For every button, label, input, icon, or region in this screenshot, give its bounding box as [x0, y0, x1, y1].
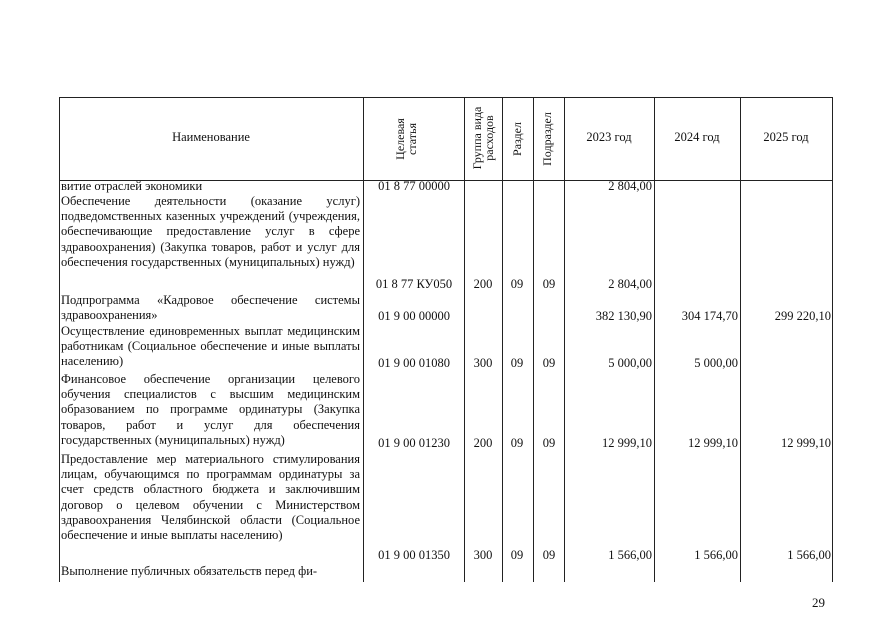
- row-expense-group: 300: [473, 356, 493, 370]
- col-divider: [533, 97, 534, 582]
- row-target-code: 01 9 00 01230: [378, 436, 450, 450]
- row-2024-value: 5 000,00: [694, 356, 738, 370]
- row-target-code: 01 9 00 01080: [378, 356, 450, 370]
- header-target: Целевая статья: [393, 118, 419, 160]
- row-section: 09: [510, 548, 524, 562]
- header-subsection: Подраздел: [540, 112, 554, 166]
- row-2023-value: 12 999,10: [602, 436, 652, 450]
- row-2024-value: 1 566,00: [694, 548, 738, 562]
- table-top-border: [59, 97, 833, 98]
- row-target-code: 01 9 00 00000: [378, 309, 450, 323]
- row-name: Осуществление единовременных выплат медицинским работникам (Социальное обеспечение и иные выплаты населению): [61, 324, 360, 369]
- row-2025-value: 12 999,10: [781, 436, 831, 450]
- row-subsection: 09: [542, 277, 556, 291]
- row-2023-value: 5 000,00: [608, 356, 652, 370]
- budget-table: [59, 97, 833, 582]
- header-2025: 2025 год: [763, 130, 809, 144]
- header-expense-group: Группа вида расходов: [470, 106, 496, 170]
- col-divider: [564, 97, 565, 582]
- header-2024: 2024 год: [674, 130, 720, 144]
- row-name: Подпрограмма «Кадровое обеспечение системы здравоохранения»: [61, 293, 360, 323]
- row-expense-group: 200: [473, 436, 493, 450]
- col-divider: [654, 97, 655, 582]
- row-name: витие отраслей экономики: [61, 179, 203, 193]
- row-section: 09: [510, 277, 524, 291]
- row-name: Обеспечение деятельности (оказание услуг) подведомственных казенных учреждений (учреждения, обеспечивающие предоставление услуг в сфере здравоохранения) (Закупка товаров, работ и услуг для обеспечения государственных (муниципальных) нужд): [61, 194, 360, 269]
- table-left-border: [59, 97, 60, 582]
- row-2025-value: 299 220,10: [774, 309, 831, 323]
- col-divider: [363, 97, 364, 582]
- row-name: Выполнение публичных обязательств перед фи-: [61, 564, 318, 578]
- row-target-code: 01 8 77 00000: [378, 179, 450, 193]
- header-2023: 2023 год: [586, 130, 632, 144]
- row-subsection: 09: [542, 356, 556, 370]
- header-name: Наименование: [172, 130, 250, 144]
- row-2024-value: 12 999,10: [688, 436, 738, 450]
- row-subsection: 09: [542, 436, 556, 450]
- row-subsection: 09: [542, 548, 556, 562]
- row-2025-value: 1 566,00: [787, 548, 831, 562]
- row-target-code: 01 8 77 КУ050: [375, 277, 453, 291]
- row-2023-value: 1 566,00: [608, 548, 652, 562]
- col-divider: [464, 97, 465, 582]
- row-expense-group: 300: [473, 548, 493, 562]
- row-2023-value: 2 804,00: [608, 277, 652, 291]
- row-2023-value: 382 130,90: [595, 309, 652, 323]
- row-2024-value: 304 174,70: [681, 309, 738, 323]
- row-target-code: 01 9 00 01350: [378, 548, 450, 562]
- row-name: Предоставление мер материального стимулирования лицам, обучающимся по программам ординатуры за счет средств областного бюджета и заключившим договор о целевом обучении с Министерством здравоохранения Челябинской области (Социальное обеспечение и иные выплаты населению): [61, 452, 360, 543]
- row-section: 09: [510, 356, 524, 370]
- header-section: Раздел: [510, 122, 524, 156]
- row-2023-value: 2 804,00: [608, 179, 652, 193]
- table-right-border: [832, 97, 833, 582]
- col-divider: [740, 97, 741, 582]
- page-number: 29: [812, 595, 825, 610]
- row-section: 09: [510, 436, 524, 450]
- row-name: Финансовое обеспечение организации целевого обучения специалистов с высшим медицинским образованием по программе ординатуры (Закупка товаров, работ и услуг для обеспечения государственных (муниципальных) нужд): [61, 372, 360, 447]
- row-expense-group: 200: [473, 277, 493, 291]
- col-divider: [502, 97, 503, 582]
